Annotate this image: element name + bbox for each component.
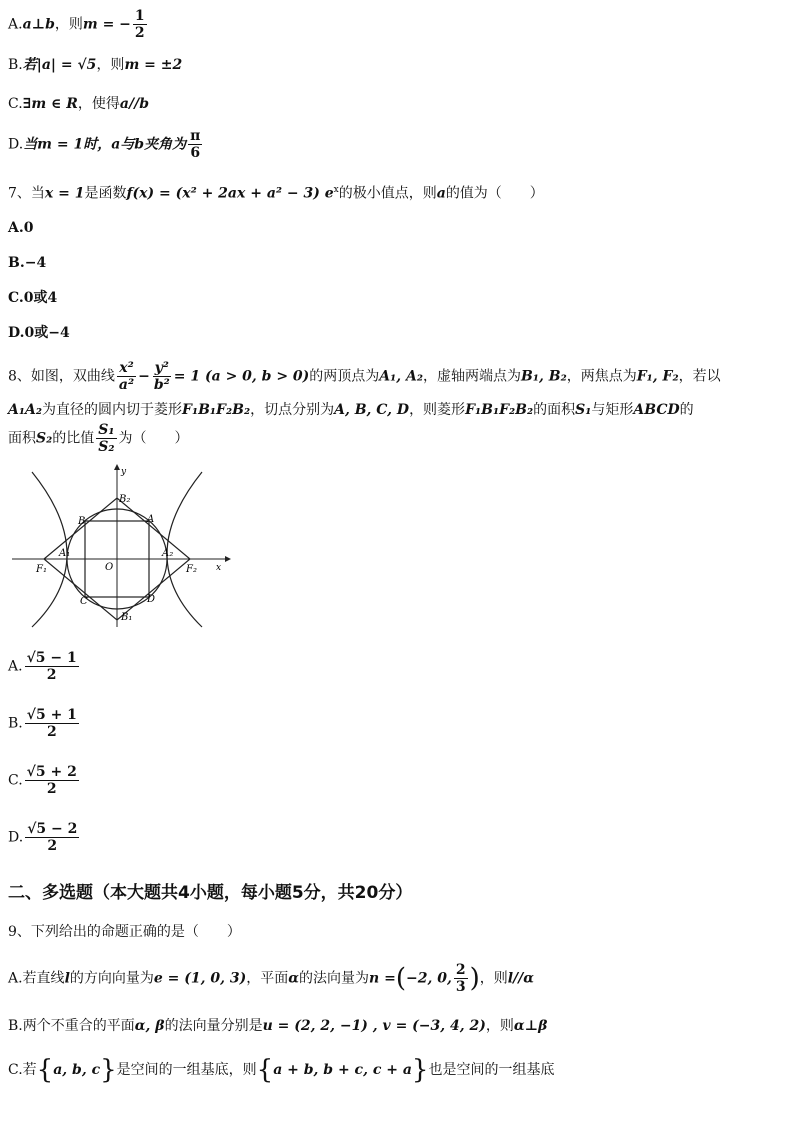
q6-option-d <box>8 128 204 161</box>
math-text: l//α <box>507 970 535 987</box>
denominator: 2 <box>46 724 57 740</box>
text: A.若直线 <box>8 970 65 987</box>
text: 是函数 <box>84 185 127 202</box>
fraction <box>25 764 79 797</box>
math-text: A₁A₂ <box>8 402 42 418</box>
q9-option-c <box>8 1055 554 1085</box>
text: C.若 <box>8 1062 37 1078</box>
fraction <box>188 128 202 161</box>
option-label: B. <box>8 715 23 732</box>
q8-stem-line2 <box>8 400 694 420</box>
right-brace: } <box>411 1055 429 1085</box>
math-text: 若|a| = √5 <box>22 57 97 73</box>
math-text: a <box>436 185 446 202</box>
label-o: O <box>105 562 114 573</box>
text: ，则 <box>96 57 125 73</box>
text: ，虚轴两端点为 <box>423 368 522 385</box>
numerator: S₁ <box>98 422 115 438</box>
option-label: A. <box>8 16 23 33</box>
q7-stem <box>8 180 544 204</box>
text: ，切点分别为 <box>250 402 335 418</box>
denominator: 6 <box>190 145 201 161</box>
q6-option-b <box>8 55 182 75</box>
math-text: α <box>288 970 300 987</box>
denominator: 2 <box>46 667 57 683</box>
text: ，平面 <box>246 970 289 987</box>
text: 的两顶点为 <box>309 368 380 385</box>
denominator: S₂ <box>98 439 115 455</box>
text: 的面积 <box>533 402 576 418</box>
q9-option-b <box>8 1016 547 1036</box>
text: B.两个不重合的平面 <box>8 1018 135 1034</box>
text: 的法向量为 <box>299 970 370 987</box>
math-text: S₁ <box>575 402 592 418</box>
math-text: − <box>138 368 150 385</box>
text: 面积 <box>8 430 36 447</box>
fraction <box>454 962 468 995</box>
math-text: x = 1 <box>44 185 85 202</box>
q6-option-c <box>8 94 149 114</box>
fraction <box>25 707 79 740</box>
q9-option-a <box>8 962 534 995</box>
denominator: 2 <box>46 781 57 797</box>
text: ，使得 <box>77 96 120 112</box>
text: ，则 <box>54 16 83 33</box>
left-brace: { <box>36 1055 54 1085</box>
math-text: = 1 (a > 0, b > 0) <box>173 368 310 385</box>
label-a1: A₁ <box>59 548 71 559</box>
option-label: B. <box>8 57 23 73</box>
text: ，则菱形 <box>409 402 466 418</box>
text: 8、如图，双曲线 <box>8 368 115 385</box>
q8-option-d <box>8 821 81 854</box>
numerator: y² <box>154 360 169 376</box>
math-text: l <box>64 970 70 987</box>
math-text: α⊥β <box>513 1018 548 1034</box>
text: 的比值 <box>52 430 95 447</box>
right-paren: ) <box>469 963 480 994</box>
numerator: 1 <box>134 8 145 24</box>
text: 7、当 <box>8 185 45 202</box>
label-a2: A₂ <box>162 548 174 559</box>
q8-stem-line3 <box>8 422 189 455</box>
text: 的 <box>679 402 694 418</box>
text: 的方向向量为 <box>69 970 154 987</box>
label-d: D <box>147 594 156 605</box>
label-f1: F₁ <box>36 564 47 575</box>
numerator: √5 − 1 <box>26 650 77 666</box>
q8-option-a <box>8 650 81 683</box>
numerator: √5 + 2 <box>26 764 77 780</box>
math-text: a, b, c <box>53 1062 101 1078</box>
math-text: A, B, C, D <box>334 402 410 418</box>
math-text: m = ±2 <box>124 57 183 73</box>
text: 是空间的一组基底，则 <box>116 1062 257 1078</box>
text: ，两焦点为 <box>566 368 637 385</box>
text: 也是空间的一组基底 <box>428 1062 555 1078</box>
math-text: a⊥b <box>22 16 55 33</box>
hyperbola-figure <box>10 462 235 632</box>
text: 的极小值点，则 <box>338 185 437 202</box>
right-brace: } <box>100 1055 117 1085</box>
denominator: a² <box>118 377 135 393</box>
option-label: D. <box>8 136 24 153</box>
q8-stem-line1 <box>8 360 721 393</box>
label-y: y <box>121 467 127 477</box>
text: 为直径的圆内切于菱形 <box>42 402 182 418</box>
denominator: 2 <box>134 25 145 41</box>
label-c: C <box>80 596 88 607</box>
q7-option-c: C.0或4 <box>8 290 58 306</box>
superscript: x <box>333 185 339 195</box>
text: 的法向量分别是 <box>164 1018 263 1034</box>
math-text: 当m = 1时， <box>23 136 112 153</box>
text: ，则 <box>485 1018 514 1034</box>
math-text: n = <box>369 970 396 987</box>
label-b2: B₂ <box>119 494 131 505</box>
math-text: F₁B₁F₂B₂ <box>465 402 534 418</box>
text: ，则 <box>479 970 508 987</box>
math-text: u = (2, 2, −1) , v = (−3, 4, 2) <box>262 1018 486 1034</box>
math-text: F₁B₁F₂B₂ <box>182 402 251 418</box>
fraction <box>25 821 79 854</box>
text: 与矩形 <box>591 402 634 418</box>
numerator: 2 <box>455 962 466 978</box>
option-label: A. <box>8 658 23 675</box>
math-text: B₁, B₂ <box>521 368 567 385</box>
q9-stem: 9、下列给出的命题正确的是（ ） <box>8 924 241 940</box>
q6-option-a <box>8 8 149 41</box>
option-label: D. <box>8 829 24 846</box>
denominator: 3 <box>455 979 466 995</box>
numerator: √5 + 1 <box>26 707 77 723</box>
math-text: m = − <box>82 16 131 33</box>
option-label: C. <box>8 772 23 789</box>
math-text: ∃m ∈ R <box>22 96 78 112</box>
math-text: S₂ <box>36 430 53 447</box>
numerator: √5 − 2 <box>27 821 78 837</box>
q7-option-d: D.0或−4 <box>8 325 70 341</box>
denominator: b² <box>153 377 170 393</box>
q7-option-a: A.0 <box>8 220 34 236</box>
label-f2: F₂ <box>186 564 197 575</box>
denominator: 2 <box>47 838 58 854</box>
left-paren: ( <box>395 963 406 994</box>
left-brace: { <box>256 1055 274 1085</box>
fraction <box>117 360 136 393</box>
q8-option-b <box>8 707 81 740</box>
math-text: a与b夹角为 <box>111 136 187 153</box>
label-x: x <box>216 563 222 573</box>
text: 为（ ） <box>118 430 189 447</box>
math-text: A₁, A₂ <box>379 368 424 385</box>
math-text: a//b <box>119 96 149 112</box>
math-text: f(x) = (x² + 2ax + a² − 3) e <box>126 185 334 202</box>
math-text: e = (1, 0, 3) <box>153 970 247 987</box>
fraction <box>96 422 116 455</box>
text: ，若以 <box>678 368 721 385</box>
fraction <box>133 8 147 41</box>
option-label: C. <box>8 96 23 112</box>
math-text: a + b, b + c, c + a <box>273 1062 412 1078</box>
math-text: −2, 0, <box>405 970 452 987</box>
numerator: x² <box>119 360 134 376</box>
label-a: A <box>147 514 155 525</box>
text: 的值为（ ） <box>445 185 544 202</box>
math-text: F₁, F₂ <box>636 368 679 385</box>
numerator: π <box>190 128 201 144</box>
q8-option-c <box>8 764 81 797</box>
label-b1: B₁ <box>121 612 133 623</box>
section-title: 二、多选题（本大题共4小题，每小题5分，共20分） <box>8 883 413 903</box>
label-b: B <box>78 516 86 527</box>
fraction <box>25 650 79 683</box>
math-text: α, β <box>134 1018 165 1034</box>
fraction <box>152 360 172 393</box>
math-text: ABCD <box>633 402 680 418</box>
q7-option-b: B.−4 <box>8 255 47 271</box>
